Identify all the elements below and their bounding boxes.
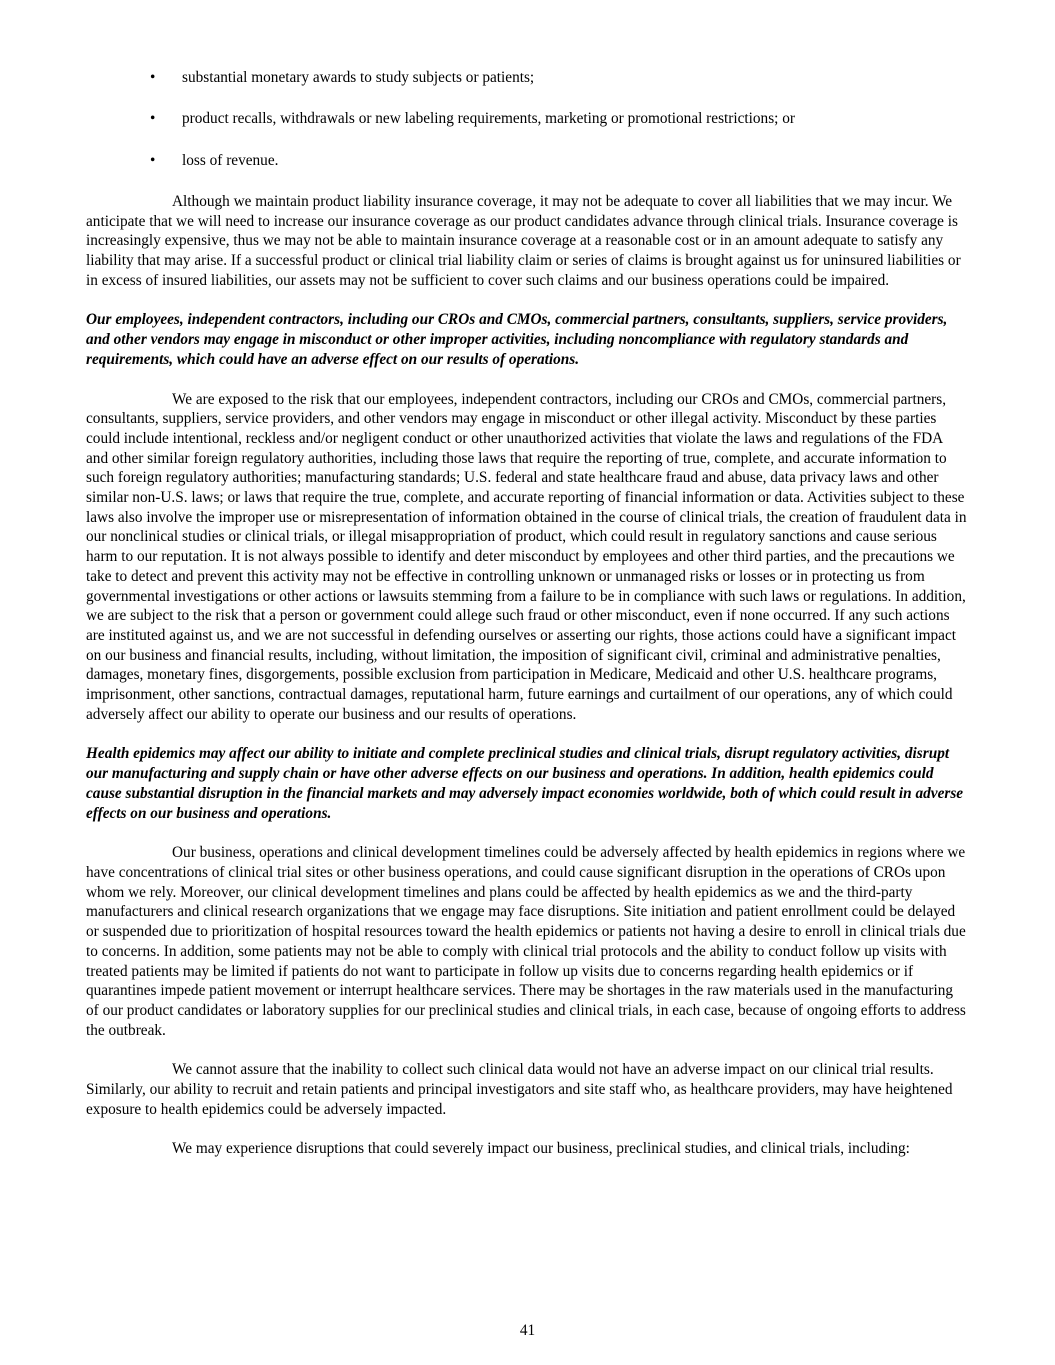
clinical-data-paragraph: We cannot assure that the inability to collect such clinical data would not have an adverse impact on our clinical trial results. Similarly, our ability to recruit and retain patients and principal investigators and site staff who, as healthcare providers, may have heightened exposure to health epidemics could be adversely impacted. bbox=[86, 1061, 953, 1118]
bullet-item bbox=[86, 151, 968, 171]
misconduct-paragraph: We are exposed to the risk that our employees, independent contractors, including our CROs and CMOs, commercial partners, consultants, suppliers, service providers, and other vendors may engage in misconduct or other illegal activity. Misconduct by these parties could include intentional, reckless and/or negligent conduct or other unauthorized activities that violate the laws and regulations of the FDA and other similar foreign regulatory authorities, including those laws that require the reporting of true, complete, and accurate information to such foreign regulatory authorities; manufacturing standards; U.S. federal and state healthcare fraud and abuse, data privacy laws and other similar non-U.S. laws; or laws that require the true, complete, and accurate reporting of financial information or data. Activities subject to these laws also involve the improper use or misrepresentation of information obtained in the course of clinical trials, the creation of fraudulent data in our nonclinical studies or clinical trials, or illegal misappropriation of product, which could result in regulatory sanctions and cause serious harm to our reputation. It is not always possible to identify and deter misconduct by employees and other third parties, and the precautions we take to detect and prevent this activity may not be effective in controlling unknown or unmanaged risks or losses or in protecting us from governmental investigations or other actions or lawsuits stemming from a failure to be in compliance with such laws or regulations. In addition, we are subject to the risk that a person or government could allege such fraud or other misconduct, even if none occurred. If any such actions are instituted against us, and we are not successful in defending ourselves or asserting our rights, those actions could have a significant impact on our business and financial results, including, without limitation, the imposition of significant civil, criminal and administrative penalties, damages, monetary fines, disgorgements, possible exclusion from participation in Medicare, Medicaid and other U.S. healthcare programs, imprisonment, other sanctions, contractual damages, reputational harm, future earnings and curtailment of our operations, any of which could adversely affect our ability to operate our business and our results of operations. bbox=[86, 390, 967, 723]
bullet-text: product recalls, withdrawals or new labeling requirements, marketing or promotional restrictions; or bbox=[182, 110, 795, 128]
bullet-icon: • bbox=[150, 151, 156, 169]
disruptions-paragraph: We may experience disruptions that could severely impact our business, preclinical studies, and clinical trials, including: bbox=[172, 1140, 910, 1158]
bullet-icon: • bbox=[150, 69, 156, 86]
bullet-list bbox=[86, 68, 968, 170]
bullet-icon: • bbox=[150, 110, 156, 128]
bullet-text: loss of revenue. bbox=[182, 151, 279, 169]
insurance-paragraph: Although we maintain product liability insurance coverage, it may not be adequate to cover all liabilities that we may incur. We anticipate that we will need to increase our insurance coverage as our product candidates advance through clinical trials. Insurance coverage is increasingly expensive, thus we may not be able to maintain insurance coverage at a reasonable cost or in an amount adequate to satisfy any liability that may arise. If a successful product or clinical trial liability claim or series of claims is brought against us for uninsured liabilities or in excess of insured liabilities, our assets may not be sufficient to cover such claims and our business operations could be impaired. bbox=[86, 192, 961, 289]
bullet-item bbox=[86, 109, 968, 129]
page-number: 41 bbox=[519, 1322, 536, 1339]
epidemics-heading: Health epidemics may affect our ability to initiate and complete preclinical studies and clinical trials, disrupt regulatory activities, disrupt our manufacturing and supply chain or have other adverse effects on our business and operations. In addition, health epidemics could cause substantial disruption in the financial markets and may adversely impact economies worldwide, both of which could result in adverse effects on our business and operations. bbox=[86, 745, 964, 822]
bullet-text: substantial monetary awards to study subjects or patients; bbox=[182, 69, 535, 86]
bullet-item bbox=[86, 68, 968, 88]
epidemics-paragraph: Our business, operations and clinical development timelines could be adversely affected by health epidemics in regions where we have concentrations of clinical trial sites or other business operations, and could cause significant disruption in the operations of CROs upon whom we rely. Moreover, our clinical development timelines and plans could be affected by health epidemics as we and the third-party manufacturers and clinical research organizations that we engage may face disruptions. Site initiation and patient enrollment could be delayed or suspended due to prioritization of hospital resources toward the health epidemics or patients not having a desire to enroll in clinical trials due to concerns. In addition, some patients may not be able to comply with clinical trial protocols and the ability to conduct follow up visits with treated patients may be limited if patients do not want to participate in follow up visits due to concerns regarding health epidemics or if quarantines impede patient movement or interrupt healthcare services. There may be shortages in the raw materials used in the manufacturing of our product candidates or laboratory supplies for our preclinical studies and clinical trials, in each case, because of ongoing efforts to address the outbreak. bbox=[86, 844, 966, 1039]
document-page bbox=[86, 68, 968, 1179]
misconduct-heading: Our employees, independent contractors, including our CROs and CMOs, commercial partners, consultants, suppliers, service providers, and other vendors may engage in misconduct or other improper activities, including noncompliance with regulatory standards and requirements, which could have an adverse effect on our results of operations. bbox=[86, 311, 948, 368]
